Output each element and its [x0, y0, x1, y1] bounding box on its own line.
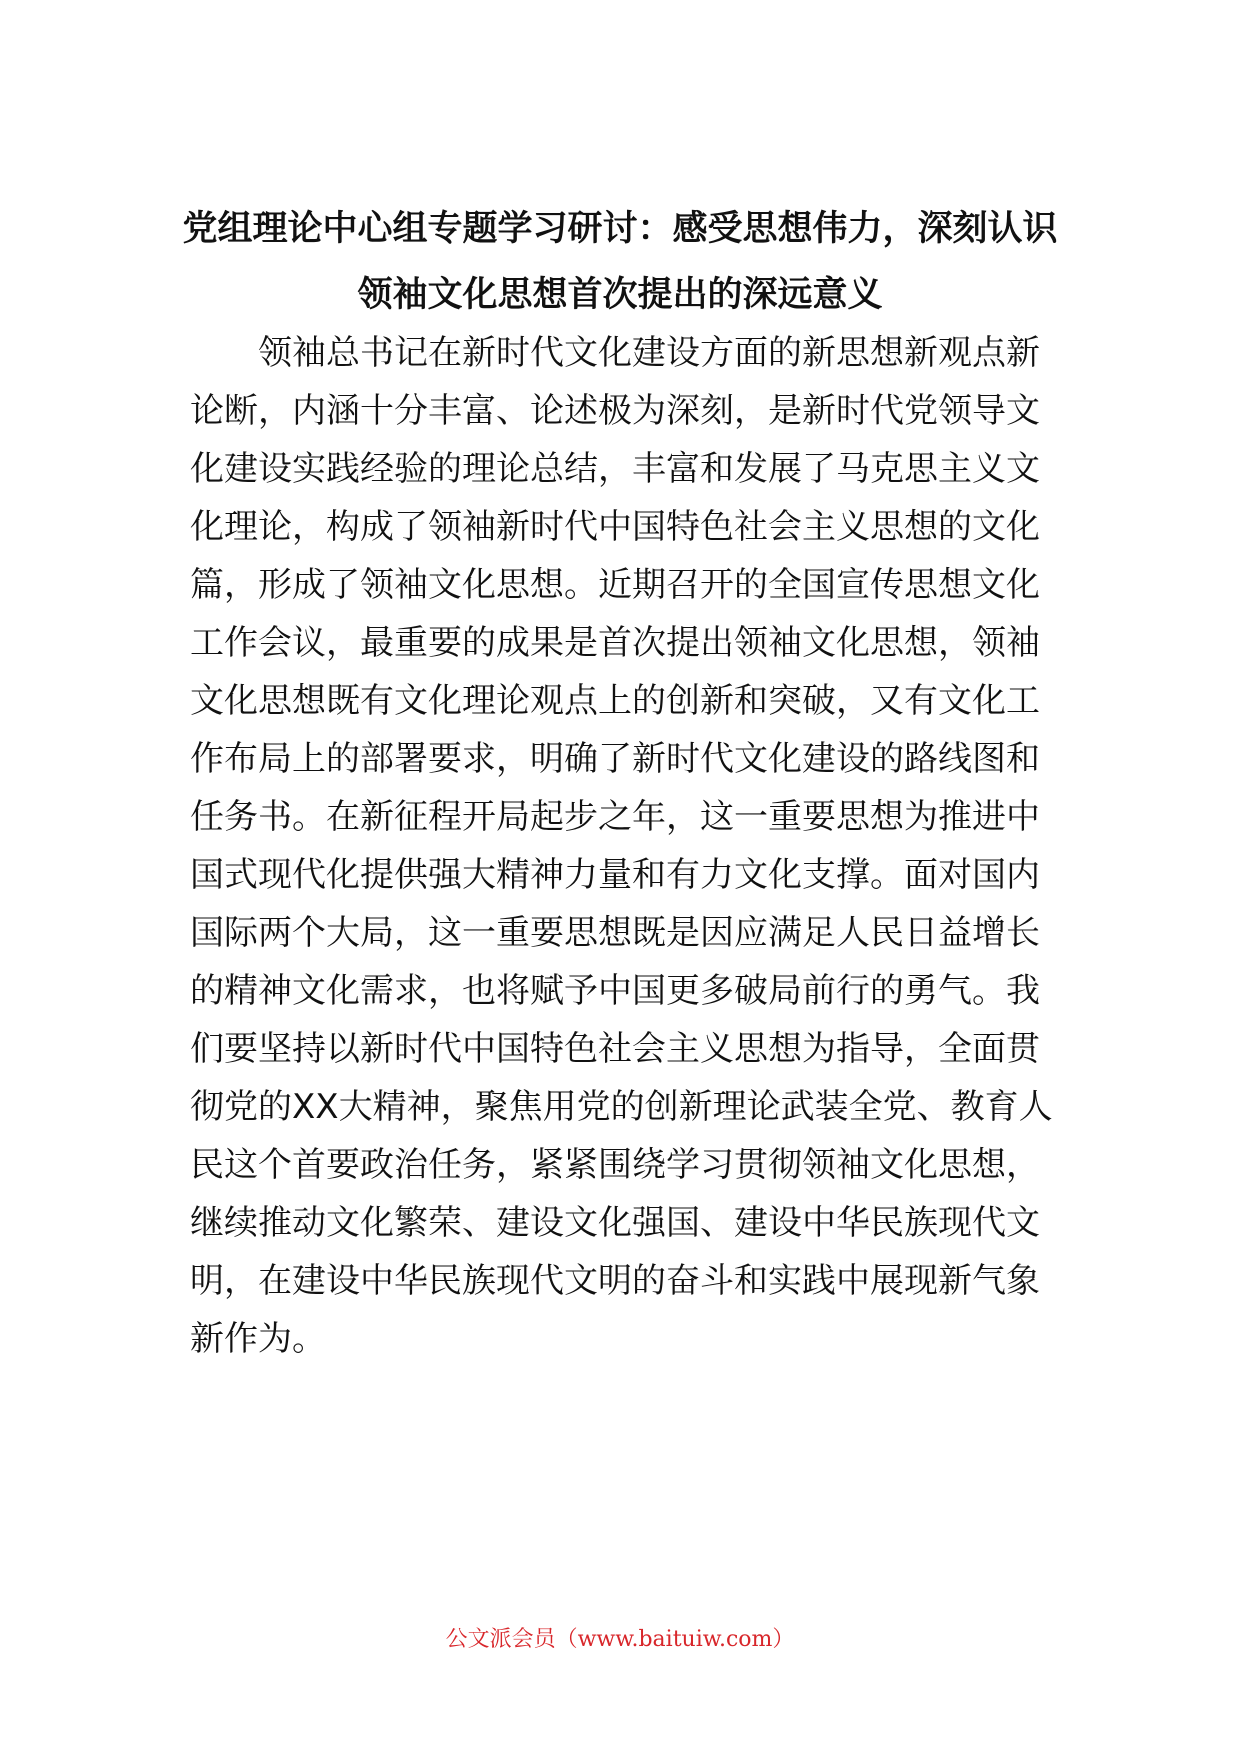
paragraph-line: 任务书。在新征程开局起步之年，这一重要思想为推进中: [190, 797, 1040, 837]
paragraph-line: 们要坚持以新时代中国特色社会主义思想为指导，全面贯: [190, 1029, 1040, 1069]
paragraph-line: 的精神文化需求，也将赋予中国更多破局前行的勇气。我: [190, 971, 1040, 1011]
document-title-line-2: 领袖文化思想首次提出的深远意义: [357, 275, 883, 315]
paragraph-line: 化建设实践经验的理论总结，丰富和发展了马克思主义文: [190, 449, 1040, 489]
paragraph-line: 化理论，构成了领袖新时代中国特色社会主义思想的文化: [190, 507, 1040, 547]
paragraph-line: 篇，形成了领袖文化思想。近期召开的全国宣传思想文化: [190, 565, 1040, 605]
paragraph-line: 民这个首要政治任务，紧紧围绕学习贯彻领袖文化思想，: [190, 1145, 1040, 1185]
paragraph-line: 领袖总书记在新时代文化建设方面的新思想新观点新: [190, 333, 1040, 373]
document-title-line-1: 党组理论中心组专题学习研讨：感受思想伟力，深刻认识: [182, 209, 1058, 249]
paragraph-line: 论断，内涵十分丰富、论述极为深刻，是新时代党领导文: [190, 391, 1040, 431]
paragraph-line: 国式现代化提供强大精神力量和有力文化支撑。面对国内: [190, 855, 1040, 895]
paragraph-line: 继续推动文化繁荣、建设文化强国、建设中华民族现代文: [190, 1203, 1040, 1243]
footer-watermark: 公文派会员（www.baituiw.com）: [445, 1627, 795, 1652]
paragraph-line: 新作为。: [190, 1319, 326, 1359]
paragraph-line: 文化思想既有文化理论观点上的创新和突破，又有文化工: [190, 681, 1040, 721]
paragraph-line: 工作会议，最重要的成果是首次提出领袖文化思想，领袖: [190, 623, 1040, 663]
paragraph-line: 作布局上的部署要求，明确了新时代文化建设的路线图和: [190, 739, 1040, 779]
paragraph-line: 国际两个大局，这一重要思想既是因应满足人民日益增长: [190, 913, 1040, 953]
paragraph-line: 明，在建设中华民族现代文明的奋斗和实践中展现新气象: [190, 1261, 1040, 1301]
paragraph-line: 彻党的XX大精神，聚焦用党的创新理论武装全党、教育人: [190, 1087, 1053, 1127]
